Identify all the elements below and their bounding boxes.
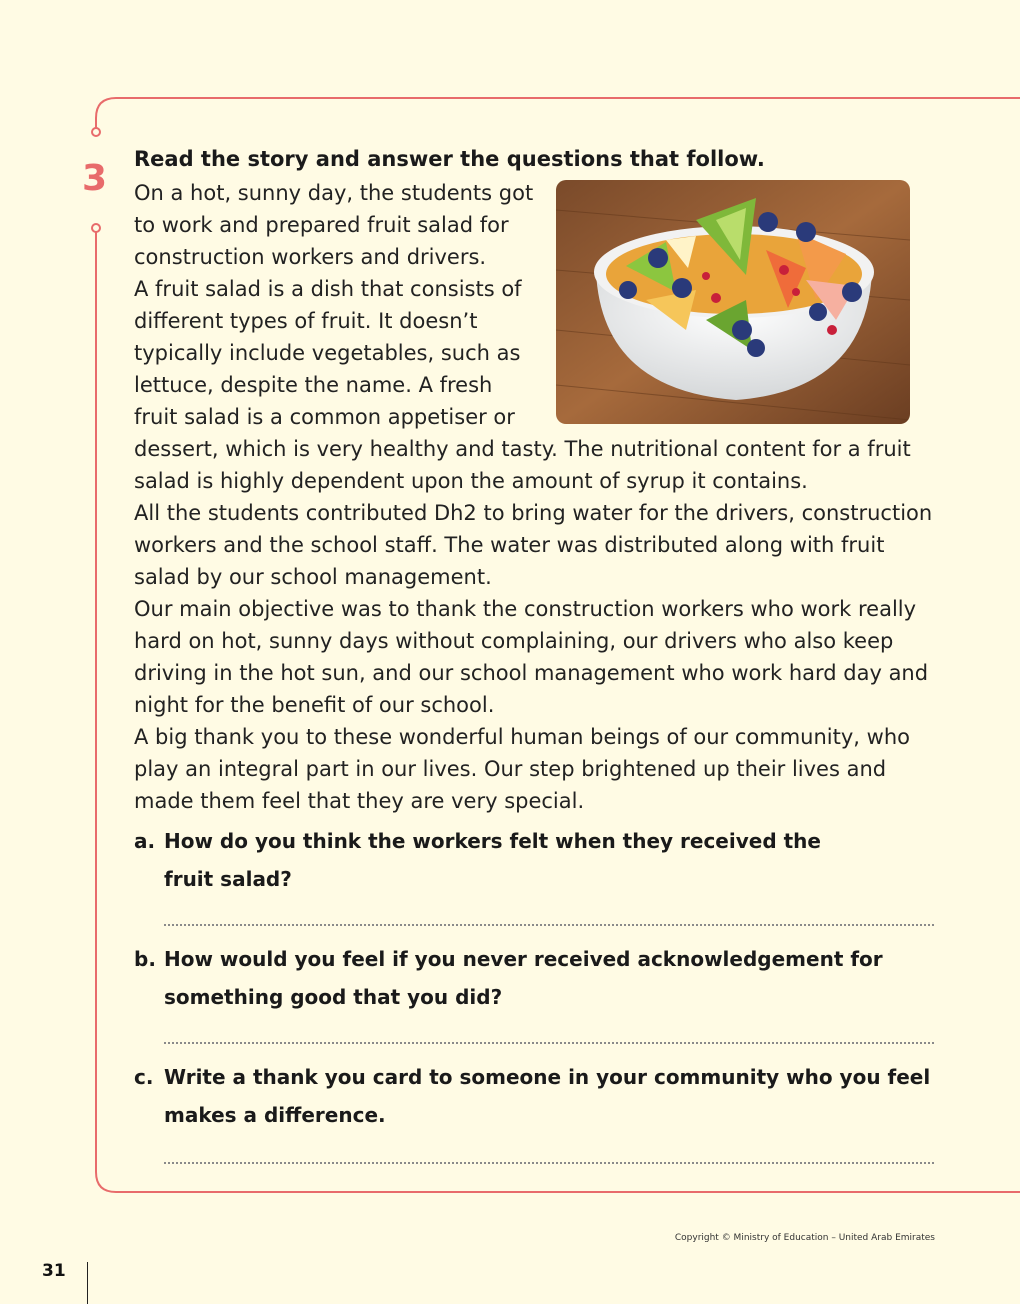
exercise-instruction: Read the story and answer the questions that follow.: [134, 147, 765, 171]
question-b: [134, 940, 934, 1016]
answer-line-a[interactable]: [164, 924, 934, 926]
fruit-salad-image: [556, 180, 910, 424]
page-number-divider: [87, 1262, 88, 1304]
story-paragraph: Our main objective was to thank the construction workers who work really hard on hot, sunny days without complaining, our drivers who also keep driving in the hot sun, and our school management who work hard day and night for the benefit of our school.: [134, 597, 929, 717]
copyright-notice: Copyright © Ministry of Education – United Arab Emirates: [674, 1233, 935, 1243]
question-text: How would you feel if you never received acknowledgement for something good that you did?: [164, 947, 883, 1009]
question-letter: b.: [134, 947, 156, 971]
story-text: [134, 177, 934, 817]
question-text: How do you think the workers felt when they received the fruit salad?: [164, 829, 821, 891]
story-paragraph: On a hot, sunny day, the students got to work and prepared fruit salad for construction workers and drivers.: [134, 181, 534, 269]
question-a: [134, 822, 934, 898]
exercise-number: 3: [82, 158, 108, 199]
question-letter: c.: [134, 1065, 154, 1089]
answer-line-b[interactable]: [164, 1042, 934, 1044]
story-paragraph: All the students contributed Dh2 to bring water for the drivers, construction workers and the school staff. The water was distributed along with fruit salad by our school management.: [134, 501, 933, 589]
page-number: 31: [42, 1261, 66, 1281]
answer-line-c[interactable]: [164, 1162, 934, 1164]
question-c: [134, 1058, 934, 1134]
story-paragraph: A big thank you to these wonderful human beings of our community, who play an integral part in our lives. Our step brightened up their lives and made them feel that they are very special.: [134, 725, 910, 813]
question-text: Write a thank you card to someone in your community who you feel makes a difference.: [164, 1065, 931, 1127]
story-paragraph: A fruit salad is a dish that consists of different types of fruit. It doesn’t typically include vegetables, such as lettuce, despite the name. A fresh fruit salad is a common appetiser or dessert, which is very healthy and tasty. The nutritional content for a fruit salad is highly dependent upon the amount of syrup it contains.: [134, 277, 911, 493]
question-letter: a.: [134, 829, 156, 853]
